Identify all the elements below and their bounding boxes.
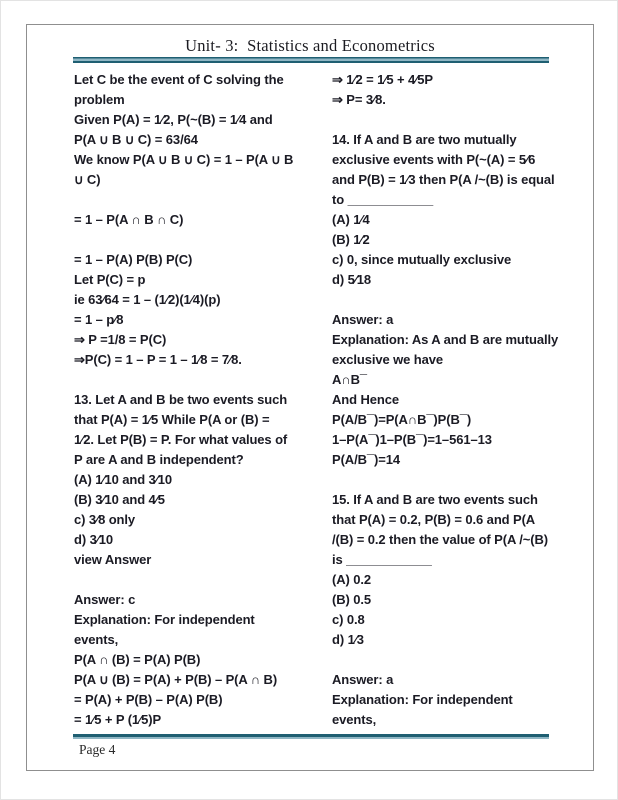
text-line: P(A/B¯)=P(A∩B¯)P(B¯) — [332, 412, 472, 427]
text-line: /(B) = 0.2 then the value of P(A /~(B) — [332, 532, 549, 547]
text-line: We know P(A ∪ B ∪ C) = 1 – P(A ∪ B — [74, 152, 294, 167]
text-line: c) 3⁄8 only — [74, 512, 136, 527]
text-line: ⇒P(C) = 1 – P = 1 – 1⁄8 = 7⁄8. — [74, 352, 242, 367]
text-line — [332, 290, 584, 310]
text-line: d) 5⁄18 — [332, 272, 372, 287]
text-line: Explanation: For independent — [332, 692, 513, 707]
text-line: exclusive events with P(~(A) = 5⁄6 — [332, 152, 536, 167]
text-line: P are A and B independent? — [74, 452, 244, 467]
text-line: ⇒ P =1/8 = P(C) — [74, 332, 167, 347]
text-line — [332, 650, 584, 670]
text-line: is ____________ — [332, 552, 432, 567]
text-line: A∩B¯ — [332, 372, 367, 387]
text-line: (B) 1⁄2 — [332, 232, 370, 247]
text-line: ∪ C) — [74, 172, 101, 187]
text-line: events, — [332, 712, 377, 727]
text-line: d) 3⁄10 — [74, 532, 114, 547]
text-line — [74, 230, 326, 250]
column-left — [74, 70, 326, 730]
text-line: c) 0, since mutually exclusive — [332, 252, 512, 267]
text-line: ie 63⁄64 = 1 – (1⁄2)(1⁄4)(p) — [74, 292, 221, 307]
text-line: events, — [74, 632, 119, 647]
text-line: 1–P(A¯)1–P(B¯)=1–561–13 — [332, 432, 492, 447]
text-line: view Answer — [74, 552, 152, 567]
text-line: that P(A) = 0.2, P(B) = 0.6 and P(A — [332, 512, 536, 527]
text-line: Answer: a — [332, 312, 394, 327]
text-line: P(A/B¯)=14 — [332, 452, 400, 467]
text-line: Let P(C) = p — [74, 272, 146, 287]
text-line: problem — [74, 92, 125, 107]
header-rule — [73, 57, 549, 63]
text-line: (B) 0.5 — [332, 592, 372, 607]
text-line: = 1 – P(A) P(B) P(C) — [74, 252, 193, 267]
text-line: that P(A) = 1⁄5 While P(A or (B) = — [74, 412, 270, 427]
text-line: Explanation: As A and B are mutually — [332, 332, 559, 347]
text-line: exclusive we have — [332, 352, 444, 367]
text-line — [74, 190, 326, 210]
text-line: (B) 3⁄10 and 4⁄5 — [74, 492, 165, 507]
text-line: Let C be the event of C solving the — [74, 72, 284, 87]
text-line: = 1 – p⁄8 — [74, 312, 124, 327]
text-line — [332, 110, 584, 130]
page-number: Page 4 — [79, 742, 116, 757]
footer-rule — [73, 734, 549, 739]
text-line: = 1 – P(A ∩ B ∩ C) — [74, 212, 184, 227]
column-right — [332, 70, 584, 730]
text-line: to ____________ — [332, 192, 434, 207]
page-title: Unit- 3: Statistics and Econometrics — [185, 36, 435, 55]
document-page — [26, 24, 594, 771]
text-line: Explanation: For independent — [74, 612, 255, 627]
text-line: P(A ∩ (B) = P(A) P(B) — [74, 652, 201, 667]
text-line: d) 1⁄3 — [332, 632, 364, 647]
text-line: (A) 1⁄10 and 3⁄10 — [74, 472, 173, 487]
text-line: = 1⁄5 + P (1⁄5)P — [74, 712, 162, 727]
text-line: Answer: a — [332, 672, 394, 687]
text-line: ⇒ P= 3⁄8. — [332, 92, 386, 107]
text-line: P(A ∪ B ∪ C) = 63/64 — [74, 132, 198, 147]
text-line: 13. Let A and B be two events such — [74, 392, 288, 407]
text-line — [74, 370, 326, 390]
text-line: P(A ∪ (B) = P(A) + P(B) – P(A ∩ B) — [74, 672, 278, 687]
text-line: c) 0.8 — [332, 612, 365, 627]
text-line: = P(A) + P(B) – P(A) P(B) — [74, 692, 223, 707]
text-line: (A) 0.2 — [332, 572, 372, 587]
text-line: And Hence — [332, 392, 400, 407]
text-line: ⇒ 1⁄2 = 1⁄5 + 4⁄5P — [332, 72, 433, 87]
text-line — [332, 470, 584, 490]
text-line: 1⁄2. Let P(B) = P. For what values of — [74, 432, 288, 447]
text-line: (A) 1⁄4 — [332, 212, 370, 227]
text-line: Answer: c — [74, 592, 136, 607]
text-line: Given P(A) = 1⁄2, P(~(B) = 1⁄4 and — [74, 112, 273, 127]
text-line: 15. If A and B are two events such — [332, 492, 538, 507]
text-line: and P(B) = 1⁄3 then P(A /~(B) is equal — [332, 172, 555, 187]
text-line: 14. If A and B are two mutually — [332, 132, 517, 147]
text-line — [74, 570, 326, 590]
